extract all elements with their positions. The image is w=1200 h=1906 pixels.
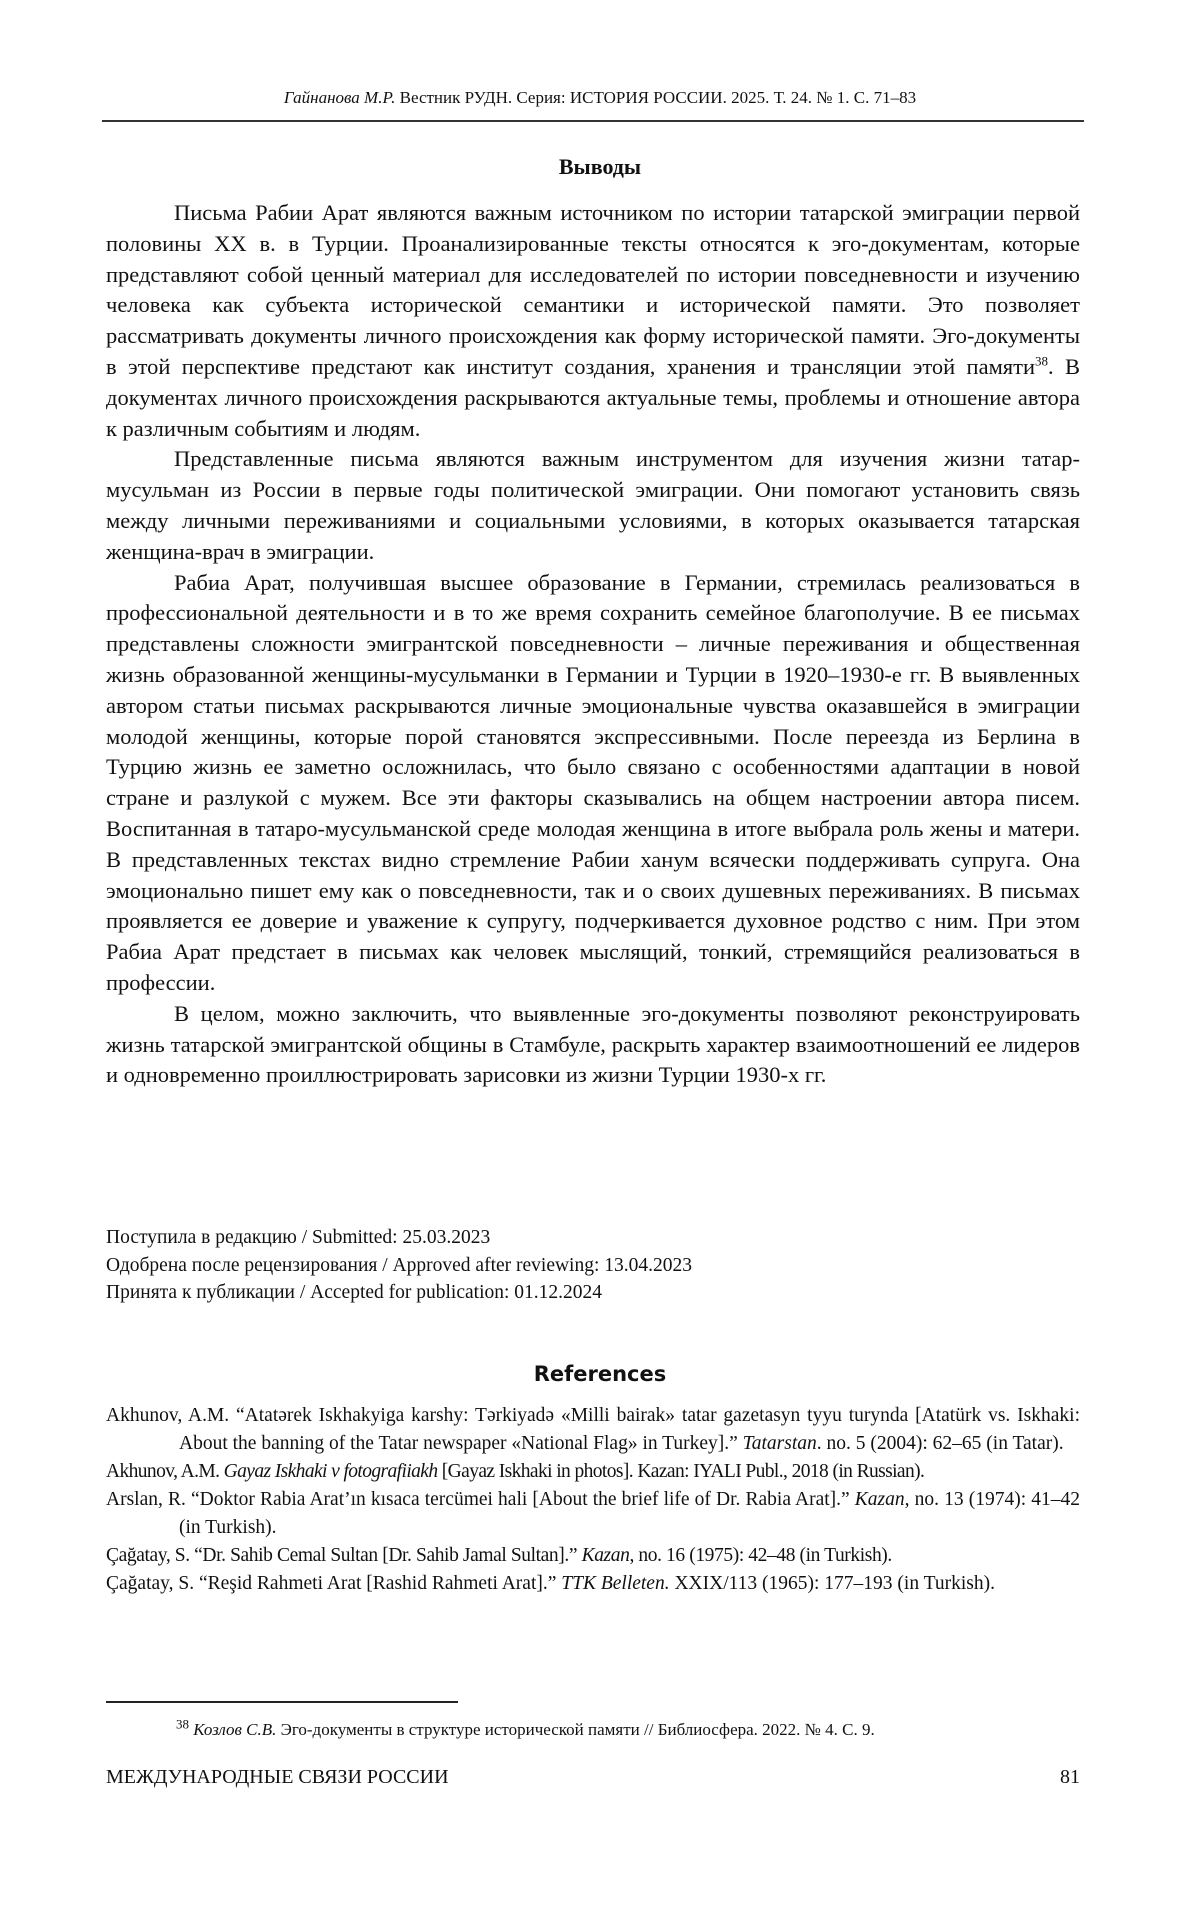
reference-item: Çağatay, S. “Reşid Rahmeti Arat [Rashid Rahmeti Arat].” TTK Belleten. XXIX/113 (1965): 177–193 (in Turkish). xyxy=(106,1570,1080,1598)
footnote-rule xyxy=(106,1701,458,1703)
running-header xyxy=(0,88,1200,108)
footnote-ref[interactable]: 38 xyxy=(1035,353,1048,368)
paragraph: Представленные письма являются важным инструментом для изучения жизни татар-мусульман из России в первые годы политической эмиграции. Они помогают установить связь между личными переживаниями и социальными условиями, в которых оказывается татарская женщина-врач в эмиграции. xyxy=(106,444,1080,567)
paragraph xyxy=(106,198,1080,444)
approved-date: Одобрена после рецензирования / Approved after reviewing: 13.04.2023 xyxy=(106,1252,692,1280)
references-title: References xyxy=(0,1362,1200,1386)
reference-item: Çağatay, S. “Dr. Sahib Cemal Sultan [Dr. Sahib Jamal Sultan].” Kazan, no. 16 (1975): 42–48 (in Turkish). xyxy=(106,1542,1080,1570)
paragraph: В целом, можно заключить, что выявленные эго-документы позволяют реконструировать жизнь татарской эмигрантской общины в Стамбуле, раскрыть характер взаимоотношений ее лидеров и одновременно проиллюстрировать зарисовки из жизни Турции 1930-х гг. xyxy=(106,999,1080,1091)
reference-item: Arslan, R. “Doktor Rabia Arat’ın kısaca tercümei hali [About the brief life of Dr. Rabia Arat].” Kazan, no. 13 (1974): 41–42 (in Turkish). xyxy=(106,1486,1080,1542)
body-text xyxy=(106,198,1080,1091)
header-citation: Вестник РУДН. Серия: ИСТОРИЯ РОССИИ. 2025. Т. 24. № 1. С. 71–83 xyxy=(395,88,916,107)
submitted-date: Поступила в редакцию / Submitted: 25.03.2023 xyxy=(106,1224,692,1252)
footnote-number: 38 xyxy=(176,1716,189,1731)
header-author: Гайнанова М.Р. xyxy=(284,88,395,107)
reference-item: Akhunov, A.M. “Atatərek Iskhakyiga karshy: Tərkiyadə «Milli bairak» tatar gazetasyn tyyu turynda [Atatürk vs. Iskhaki: About the banning of the Tatar newspaper «National Flag» in Turkey].” Tatarstan. no. 5 (2004): 62–65 (in Tatar). xyxy=(106,1402,1080,1458)
page-footer xyxy=(106,1766,1080,1789)
publication-dates xyxy=(106,1224,692,1307)
paragraph: Рабиа Арат, получившая высшее образование в Германии, стремилась реализоваться в профессиональной деятельности и в то же время сохранить семейное благополучие. В ее письмах представлены сложности эмигрантской повседневности – личные переживания и общественная жизнь образованной женщины-мусульманки в Германии и Турции в 1920–1930-е гг. В выявленных автором статьи письмах раскрываются личные эмоциональные чувства оказавшейся в эмиграции молодой женщины, которые порой становятся экспрессивными. После переезда из Берлина в Турцию жизнь ее заметно осложнилась, что было связано с особенностями адаптации в новой стране и разлукой с мужем. Все эти факторы сказывались на общем настроении автора писем. Воспитанная в татаро-мусульманской среде молодая женщина в итоге выбрала роль жены и матери. В представленных текстах видно стремление Рабии ханум всячески поддерживать супруга. Она эмоционально пишет ему как о повседневности, так и о своих душевных переживаниях. В письмах проявляется ее доверие и уважение к супругу, подчеркивается духовное родство с ним. При этом Рабиа Арат предстает в письмах как человек мыслящий, тонкий, стремящийся реализоваться в профессии. xyxy=(106,568,1080,999)
paragraph-text: Письма Рабии Арат являются важным источником по истории татарской эмиграции первой половины XX в. в Турции. Проанализированные тексты относятся к эго-документам, которые представляют собой ценный материал для исследователей по истории повседневности и изучению человека как субъекта исторической семантики и исторической памяти. Это позволяет рассматривать документы личного происхождения как форму исторической памяти. Эго-документы в этой перспективе предстают как институт создания, хранения и трансляции этой памяти xyxy=(106,200,1080,379)
reference-item: Akhunov, A.M. Gayaz Iskhaki v fotografiiakh [Gayaz Iskhaki in photos]. Kazan: IYALI Publ., 2018 (in Russian). xyxy=(106,1458,1080,1486)
references-list xyxy=(106,1402,1080,1598)
section-title: Выводы xyxy=(0,154,1200,180)
paragraph-text: . В документах личного происхождения раскрываются актуальные темы, проблемы и отношение автора к различным событиям и людям. xyxy=(106,354,1080,441)
footnote-author: Козлов С.В. xyxy=(193,1720,276,1739)
footer-journal: МЕЖДУНАРОДНЫЕ СВЯЗИ РОССИИ xyxy=(106,1766,449,1789)
footnote-text: Эго-документы в структуре исторической памяти // Библиосфера. 2022. № 4. С. 9. xyxy=(276,1720,874,1739)
header-rule xyxy=(102,120,1084,122)
page-number: 81 xyxy=(1060,1766,1080,1789)
accepted-date: Принята к публикации / Accepted for publication: 01.12.2024 xyxy=(106,1279,692,1307)
footnote xyxy=(176,1720,875,1740)
